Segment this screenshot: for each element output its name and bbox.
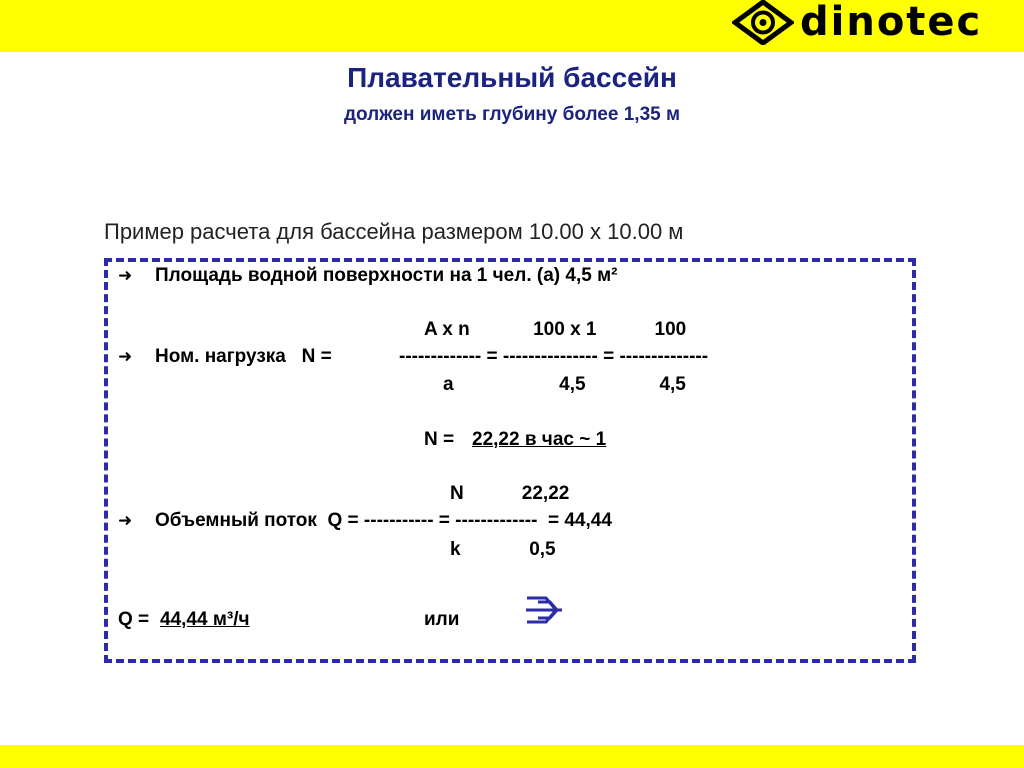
arrow-right-icon: ➜: [118, 511, 133, 530]
load-dashes: ------------- = --------------- = --------------: [399, 346, 709, 367]
load-denominator: a 4,5 4,5: [443, 374, 686, 395]
or-label: или: [424, 609, 460, 630]
dinotec-logo: [732, 0, 982, 45]
area-per-person-line: Площадь водной поверхности на 1 чел. (а) 4,5 м²: [155, 265, 618, 286]
load-numerator: A x n 100 x 1 100: [424, 319, 687, 340]
final-prefix: Q =: [118, 609, 150, 630]
flow-line: Объемный поток Q = ----------- = ------------- = 44,44: [155, 510, 612, 531]
double-arrow-next-icon[interactable]: [524, 592, 566, 628]
example-heading: Пример расчета для бассейна размером 10.00 х 10.00 м: [104, 219, 684, 244]
load-result-value: 22,22 в час ~ 1: [472, 429, 607, 450]
bottom-yellow-bar: [0, 745, 1024, 768]
arrow-right-icon: ➜: [118, 266, 133, 285]
load-label: Ном. нагрузка N =: [155, 346, 332, 367]
brand-name: dinotec: [800, 0, 983, 45]
final-value: 44,44 м³/ч: [160, 609, 250, 630]
page-title: Плавательный бассейн: [347, 62, 677, 93]
flow-numerator: N 22,22: [450, 483, 570, 504]
page-subtitle: должен иметь глубину более 1,35 м: [343, 104, 681, 125]
arrow-right-icon: ➜: [118, 347, 133, 366]
eye-disc-icon: [732, 0, 794, 45]
flow-denominator: k 0,5: [450, 539, 556, 560]
load-result-prefix: N =: [424, 429, 455, 450]
